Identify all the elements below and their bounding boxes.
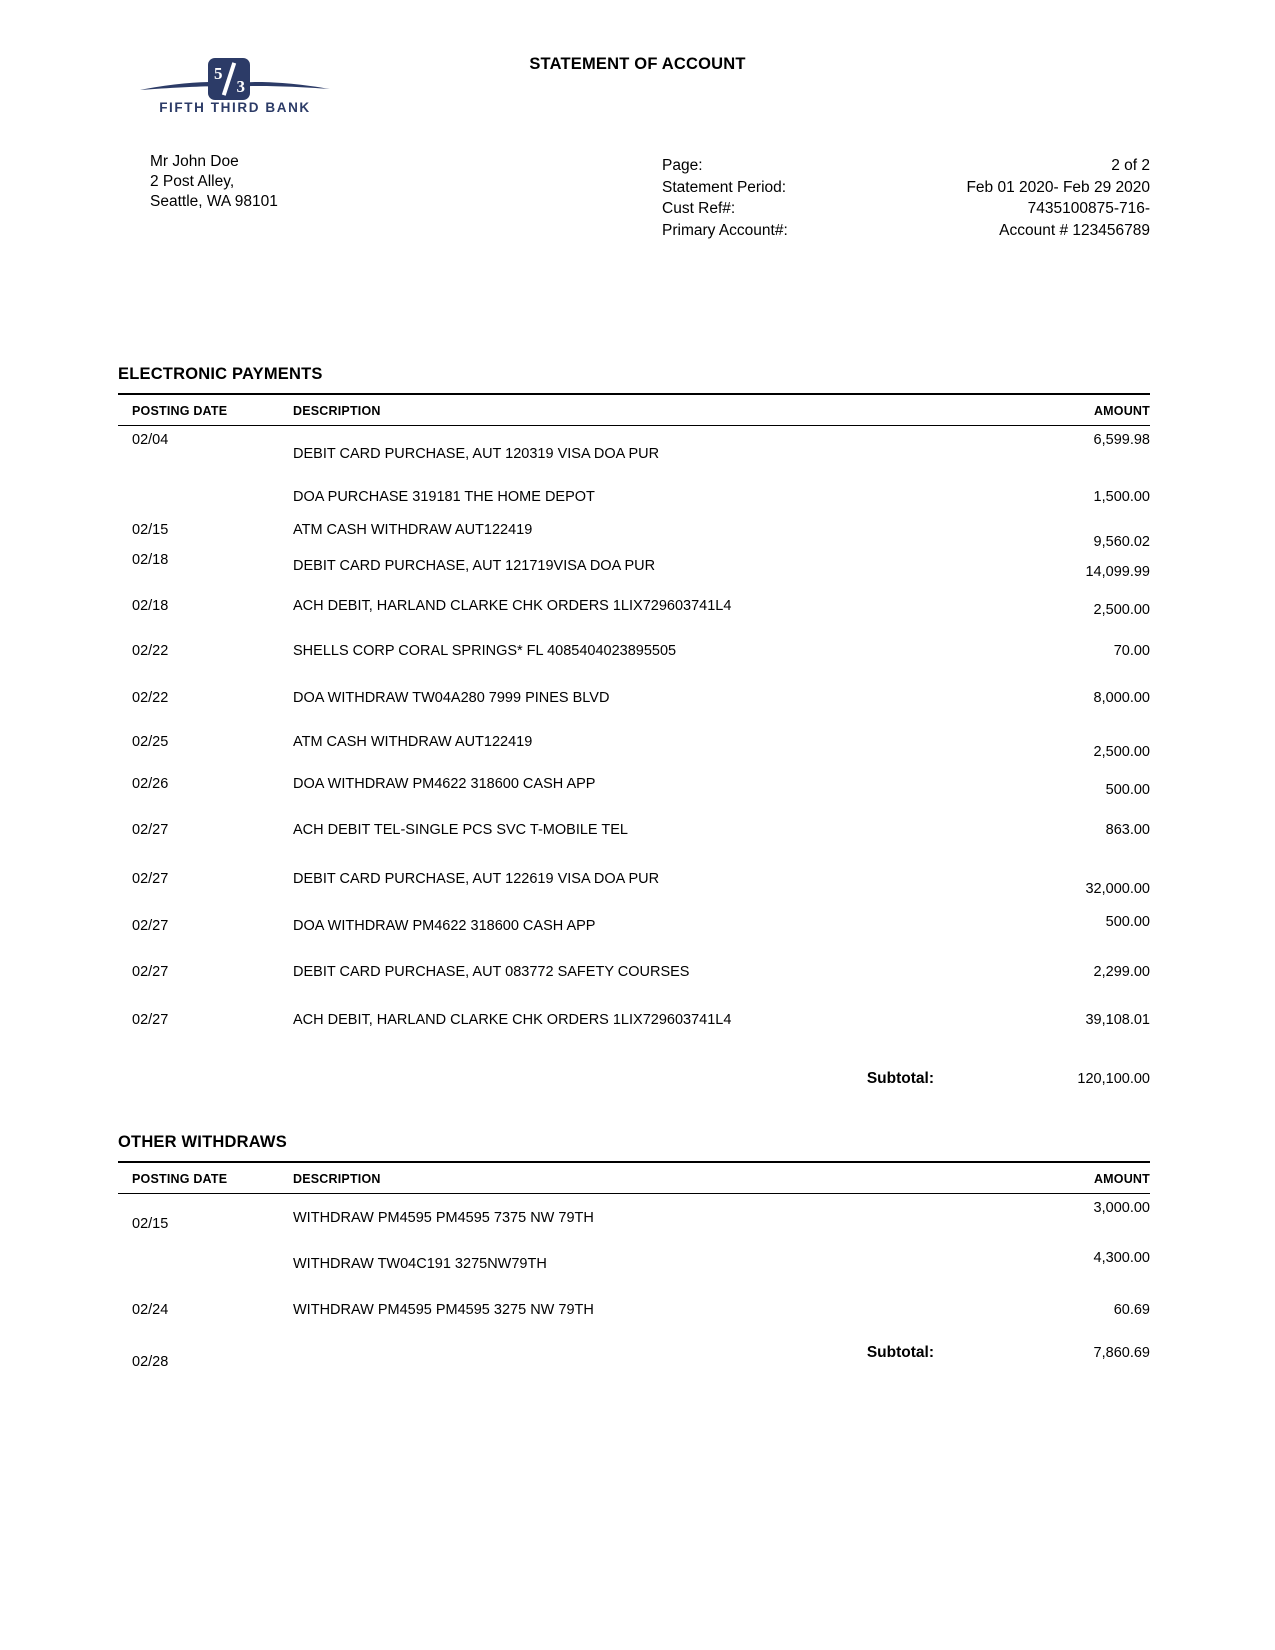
cell-amount: 863.00	[1105, 822, 1150, 838]
cell-description: DOA WITHDRAW TW04A280 7999 PINES BLVD	[293, 690, 610, 706]
table-row	[118, 628, 1150, 674]
table-row	[118, 904, 1150, 948]
cell-description: DOA WITHDRAW PM4622 318600 CASH APP	[293, 776, 596, 792]
meta-label-page: Page:	[662, 157, 703, 174]
cell-posting-date: 02/22	[132, 690, 169, 706]
cell-description: ACH DEBIT, HARLAND CLARKE CHK ORDERS 1LIX729603741L4	[293, 598, 732, 614]
cell-posting-date: 02/27	[132, 918, 169, 934]
meta-label-primary-account: Primary Account#:	[662, 221, 788, 239]
cell-posting-date: 02/27	[132, 871, 169, 887]
customer-name: Mr John Doe	[150, 153, 239, 170]
meta-label-cust-ref: Cust Ref#:	[662, 200, 736, 217]
cell-posting-date: 02/27	[132, 1012, 169, 1028]
page-title: STATEMENT OF ACCOUNT	[529, 55, 746, 73]
column-header-description: DESCRIPTION	[293, 404, 381, 418]
table-row	[118, 854, 1150, 904]
cell-posting-date: 02/18	[132, 552, 169, 568]
cell-amount: 2,500.00	[1093, 744, 1150, 760]
column-header-posting-date: POSTING DATE	[132, 1172, 228, 1186]
meta-value-cust-ref: 7435100875-716-	[1027, 200, 1150, 217]
transaction-rows	[118, 426, 1150, 1044]
logo-glyph-three: 3	[236, 77, 245, 96]
cell-amount: 4,300.00	[1093, 1250, 1150, 1266]
cell-posting-date: 02/26	[132, 776, 169, 792]
table-row	[118, 806, 1150, 854]
table-row	[118, 1194, 1150, 1242]
cell-description: DEBIT CARD PURCHASE, AUT 083772 SAFETY COURSES	[293, 964, 690, 980]
cell-description: DOA PURCHASE 319181 THE HOME DEPOT	[293, 489, 595, 505]
cell-posting-date: 02/22	[132, 643, 169, 659]
cell-amount: 32,000.00	[1085, 881, 1150, 897]
cell-posting-date: 02/15	[132, 522, 169, 538]
table-row	[118, 482, 1150, 512]
column-header-posting-date: POSTING DATE	[132, 404, 228, 418]
cell-posting-date: 02/25	[132, 734, 169, 750]
subtotal-row	[118, 1070, 1150, 1088]
section-title: OTHER WITHDRAWS	[118, 1133, 287, 1151]
meta-row-cust-ref	[662, 198, 1150, 220]
cell-amount: 2,299.00	[1093, 964, 1150, 980]
cell-description: WITHDRAW PM4595 PM4595 7375 NW 79TH	[293, 1210, 594, 1226]
section-title: ELECTRONIC PAYMENTS	[118, 365, 323, 383]
customer-address-block	[150, 152, 278, 212]
table-row	[118, 512, 1150, 548]
cell-description: DEBIT CARD PURCHASE, AUT 122619 VISA DOA PUR	[293, 871, 660, 887]
column-header-amount: AMOUNT	[1093, 404, 1150, 418]
cell-description: DEBIT CARD PURCHASE, AUT 121719VISA DOA PUR	[293, 558, 656, 574]
table-column-headers	[118, 395, 1150, 426]
table-column-headers	[118, 1163, 1150, 1194]
cell-amount: 9,560.02	[1093, 534, 1150, 550]
cell-posting-date: 02/15	[132, 1216, 169, 1232]
table-row	[118, 948, 1150, 996]
column-header-description: DESCRIPTION	[293, 1172, 381, 1186]
table-row	[118, 1334, 1150, 1390]
subtotal-value: 7,860.69	[1093, 1345, 1150, 1361]
meta-value-primary-account: Account # 123456789	[999, 221, 1150, 239]
column-header-amount: AMOUNT	[1093, 1172, 1150, 1186]
subtotal-label: Subtotal:	[866, 1070, 934, 1087]
cell-amount: 3,000.00	[1093, 1200, 1150, 1216]
cell-posting-date: 02/28	[132, 1354, 169, 1370]
cell-amount: 70.00	[1113, 643, 1150, 659]
cell-description: ATM CASH WITHDRAW AUT122419	[293, 734, 533, 750]
subtotal-value: 120,100.00	[1077, 1071, 1150, 1087]
cell-description: ATM CASH WITHDRAW AUT122419	[293, 522, 533, 538]
bank-name: FIFTH THIRD BANK	[159, 100, 311, 115]
transaction-rows	[118, 1194, 1150, 1390]
cell-description: SHELLS CORP CORAL SPRINGS* FL 4085404023895505	[293, 643, 677, 659]
table-row	[118, 762, 1150, 806]
statement-meta	[662, 155, 1150, 241]
cell-amount: 60.69	[1113, 1302, 1150, 1318]
cell-description: WITHDRAW TW04C191 3275NW79TH	[293, 1256, 547, 1272]
table-row	[118, 1242, 1150, 1286]
table-row	[118, 426, 1150, 482]
cell-amount: 500.00	[1105, 914, 1150, 930]
cell-amount: 500.00	[1105, 782, 1150, 798]
meta-value-page: 2 of 2	[1111, 157, 1150, 174]
customer-address-line2: Seattle, WA 98101	[150, 193, 278, 210]
cell-posting-date: 02/18	[132, 598, 169, 614]
cell-description: ACH DEBIT TEL-SINGLE PCS SVC T-MOBILE TEL	[293, 822, 628, 838]
cell-description: ACH DEBIT, HARLAND CLARKE CHK ORDERS 1LIX729603741L4	[293, 1012, 732, 1028]
cell-amount: 2,500.00	[1093, 602, 1150, 618]
meta-row-primary-account	[662, 220, 1150, 242]
cell-amount: 14,099.99	[1085, 564, 1150, 580]
cell-description: WITHDRAW PM4595 PM4595 3275 NW 79TH	[293, 1302, 594, 1318]
cell-amount: 6,599.98	[1093, 432, 1150, 448]
meta-value-statement-period: Feb 01 2020- Feb 29 2020	[966, 178, 1150, 196]
section-other-withdraws	[118, 1133, 1150, 1370]
meta-label-statement-period: Statement Period:	[662, 178, 787, 196]
table-row	[118, 722, 1150, 762]
cell-posting-date: 02/27	[132, 964, 169, 980]
cell-description: DEBIT CARD PURCHASE, AUT 120319 VISA DOA PUR	[293, 446, 660, 462]
cell-amount: 8,000.00	[1093, 690, 1150, 706]
table-row	[118, 1286, 1150, 1334]
meta-row-statement-period	[662, 177, 1150, 199]
section-electronic-payments	[118, 365, 1150, 1088]
meta-row-page	[662, 155, 1150, 177]
table-row	[118, 548, 1150, 584]
subtotal-label: Subtotal:	[866, 1344, 934, 1361]
cell-amount: 1,500.00	[1093, 489, 1150, 505]
cell-amount: 39,108.01	[1085, 1012, 1150, 1028]
table-row	[118, 584, 1150, 628]
cell-description: DOA WITHDRAW PM4622 318600 CASH APP	[293, 918, 596, 934]
customer-address-line1: 2 Post Alley,	[150, 173, 235, 190]
table-row	[118, 674, 1150, 722]
table-row	[118, 996, 1150, 1044]
cell-posting-date: 02/27	[132, 822, 169, 838]
logo-glyph-five: 5	[214, 64, 223, 83]
cell-posting-date: 02/04	[132, 432, 169, 448]
cell-posting-date: 02/24	[132, 1302, 169, 1318]
